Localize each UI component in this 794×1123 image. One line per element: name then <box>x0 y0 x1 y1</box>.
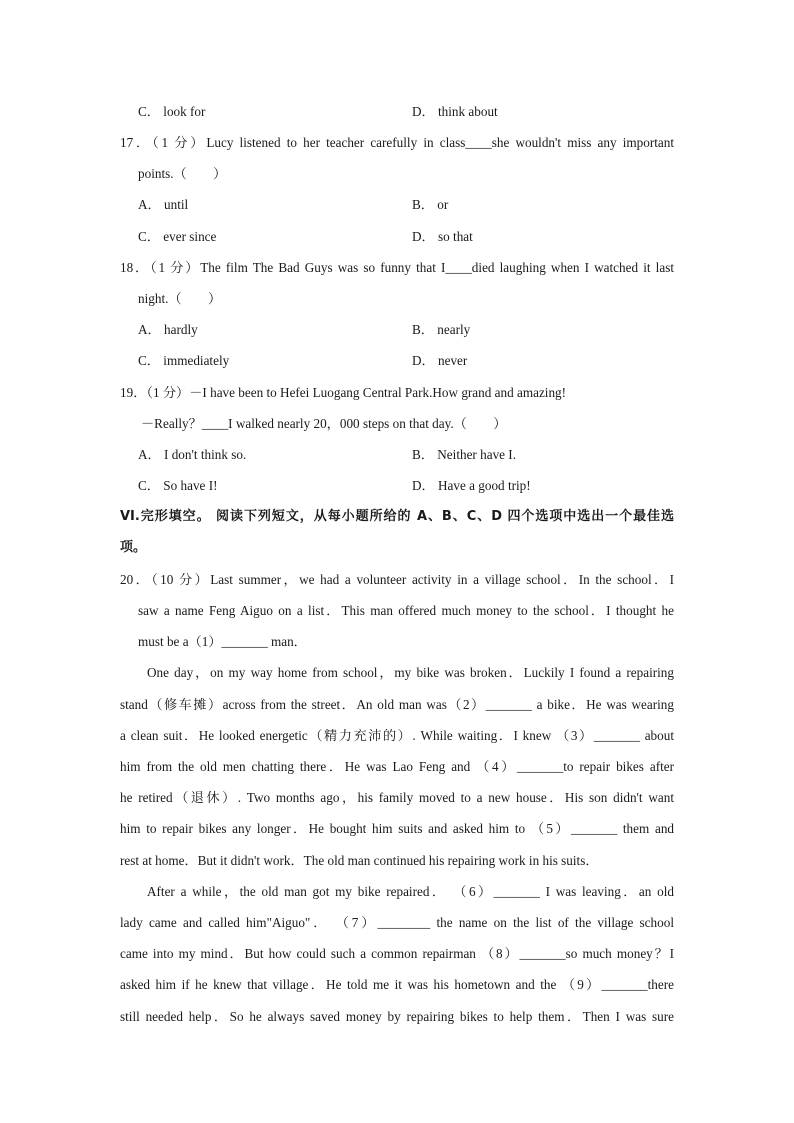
passage-line: still needed help．So he always saved money by repairing bikes to help them．Then I was sure <box>120 1009 674 1024</box>
passage-line: 20．（10 分）Last summer，we had a volunteer activity in a village school．In the school．I <box>120 572 674 587</box>
option-row <box>138 102 678 122</box>
option-b[interactable]: B． Neither have I. <box>412 447 516 462</box>
question-17-stem-cont: points.（ ） <box>138 166 227 181</box>
option-b[interactable]: B． or <box>412 197 449 212</box>
option-row <box>138 195 678 215</box>
option-c[interactable]: C． So have I! <box>138 478 218 493</box>
question-19-stem-cont: －Really？____I walked nearly 20，000 steps on that day.（ ） <box>141 416 507 431</box>
passage-line: rest at home．But it didn't work．The old man continued his repairing work in his suits． <box>120 853 599 868</box>
question-18-stem-cont: night.（ ） <box>138 291 222 306</box>
passage-line: asked him if he knew that village．He told me it was his hometown and the （9）_______there <box>120 977 674 992</box>
option-d[interactable]: D． never <box>412 353 468 368</box>
option-d[interactable]: D． think about <box>412 104 498 119</box>
option-a[interactable]: A． hardly <box>138 322 198 337</box>
question-19-stem: 19．（1 分）－I have been to Hefei Luogang Central Park.How grand and amazing! <box>120 385 567 400</box>
passage-line: he retired（退休）. Two months ago，his family moved to a new house．His son didn't want <box>120 790 674 805</box>
option-row <box>138 476 678 496</box>
option-b[interactable]: B． nearly <box>412 322 471 337</box>
option-c[interactable]: C． immediately <box>138 353 230 368</box>
option-a[interactable]: A． until <box>138 197 189 212</box>
option-row <box>138 445 678 465</box>
option-row <box>138 351 678 371</box>
option-c[interactable]: C． ever since <box>138 229 217 244</box>
question-18-stem: 18．（1 分）The film The Bad Guys was so funny that I____died laughing when I watched it last <box>120 260 674 275</box>
section-heading: VI.完形填空。 阅读下列短文，从每小题所给的 A、B、C、D 四个选项中选出一个最佳选 <box>120 509 674 524</box>
passage-line: lady came and called him"Aiguo"． （7）________ the name on the list of the village school <box>120 915 674 930</box>
option-d[interactable]: D． so that <box>412 229 473 244</box>
passage-line: One day，on my way home from school，my bike was broken．Luckily I found a repairing <box>147 665 674 680</box>
option-a[interactable]: A． I don't think so. <box>138 447 247 462</box>
section-heading-cont: 项。 <box>120 540 147 555</box>
option-d[interactable]: D． Have a good trip! <box>412 478 531 493</box>
question-17-stem: 17．（1 分）Lucy listened to her teacher carefully in class____she wouldn't miss any important <box>120 135 674 150</box>
passage-line: him from the old men chatting there．He was Lao Feng and （4）_______to repair bikes after <box>120 759 674 774</box>
passage-line: a clean suit．He looked energetic（精力充沛的）. While waiting．I knew （3）_______ about <box>120 728 674 743</box>
option-row <box>138 227 678 247</box>
passage-line: came into my mind．But how could such a common repairman （8）_______so much money？I <box>120 946 674 961</box>
passage-line: must be a（1）_______ man． <box>138 634 307 649</box>
passage-line: stand（修车摊）across from the street．An old man was（2）_______ a bike．He was wearing <box>120 697 674 712</box>
passage-line: saw a name Feng Aiguo on a list．This man offered much money to the school．I thought he <box>138 603 674 618</box>
option-c[interactable]: C． look for <box>138 104 206 119</box>
passage-line: him to repair bikes any longer．He bought him suits and asked him to （5）_______ them and <box>120 821 674 836</box>
passage-line: After a while，the old man got my bike repaired． （6）_______ I was leaving．an old <box>147 884 674 899</box>
option-row <box>138 320 678 340</box>
